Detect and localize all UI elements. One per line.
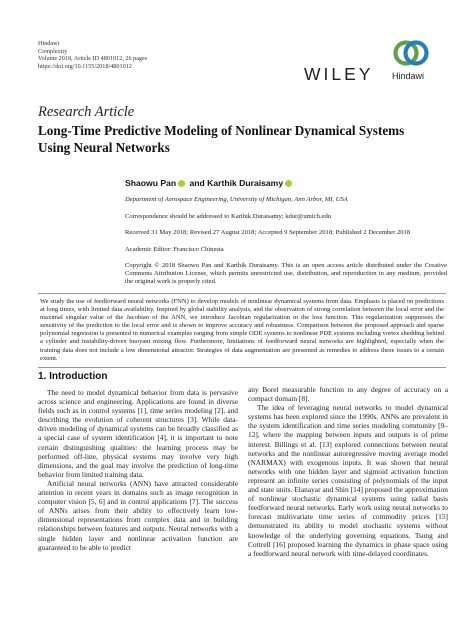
abstract: We study the use of feedforward neural networks (FNN) to develop models of nonlinear dynamical systems from data. Emphasis is placed on predictions at long times, with limited data availability. Inspired by global stability analysis, and the observation of strong correlation between the local error and the maximal singular value of the Jacobian of the ANN, we introduce Jacobian regularization in the loss function. This regularization suppresses the sensitivity of the prediction to the local error and is shown to improve accuracy and robustness. Comparison between the proposed approach and sparse polynomial regression is presented in numerical examples ranging from simple ODE systems to nonlinear PDE systems including vortex shedding behind a cylinder and instability-driven buoyant mixing flow. Furthermore, limitations of feedforward neural networks are highlighted, especially when the training data does not include a low dimensional attractor. Strategies of data augmentation are presented as remedies to address these issues to a certain extent.	[38, 293, 446, 368]
paragraph: The idea of leveraging neural networks to model dynamical systems has been explored since the 1990s. ANNs are prevalent in the system identification and time series modeling community [9–12], where the mapping between inputs and outputs is of prime interest. Billings et al. [13] explored connections between neural networks and the nonlinear autoregressive moving average model (NARMAX) with exogenous inputs. It was shown that neural networks with one hidden layer and sigmoid activation function represent an infinite series consisting of polynomials of the input and state units. Elanayar and Shin [14] proposed the approximation of nonlinear stochastic dynamical systems using radial basis feedforward neural networks. Early work using neural networks to forecast multivariate time series of commodity prices [15] demonstrated its ability to model stochastic systems without knowledge of the underlying governing equations. Tsung and Cottrell [16] proposed learning the dynamics in phase space using a feedforward neural network with time-delayed coordinates.	[248, 403, 448, 558]
orcid-icon[interactable]	[285, 180, 292, 187]
orcid-icon[interactable]	[178, 180, 185, 187]
author-separator: and	[189, 178, 205, 188]
correspondence: Correspondence should be addressed to Karthik Duraisamy; kdur@umich.edu	[125, 213, 332, 220]
section-heading: 1. Introduction	[38, 371, 108, 382]
hindawi-rings-icon	[391, 36, 431, 76]
journal-line: Volume 2018, Article ID 4801012, 26 pages	[38, 55, 148, 63]
paragraph: The need to model dynamical behavior from data is pervasive across science and engineering. Applications are found in diverse fields such as in control systems [1], time series modeling [2], and describing the evolution of coherent structures [3]. While data-driven modeling of dynamical systems can be broadly classified as a special case of system identification [4], it is important to note certain distinguishing qualities: the learning process may be performed off-line, physical systems may involve very high dimensions, and the goal may involve the prediction of long-time behavior from limited training data.	[38, 388, 238, 479]
journal-line: Hindawi	[38, 40, 60, 47]
academic-editor: Academic Editor: Francisco Chinesta	[125, 246, 224, 253]
publication-dates: Received 31 May 2018; Revised 27 August 2018; Accepted 9 September 2018; Published 2 December 2018	[125, 229, 411, 236]
author-name: Shaowu Pan	[125, 178, 177, 188]
article-title: Long-Time Predictive Modeling of Nonlinear Dynamical Systems Using Neural Networks	[38, 123, 405, 155]
paragraph: Artificial neural networks (ANN) have attracted considerable attention in recent years in domains such as image recognition in computer vision [5, 6] and in control applications [7]. The success of ANNs arises from their ability to effectively learn low-dimensional representations from complex data and in building relationships between features and outputs. Neural networks with a single hidden layer and nonlinear activation function are guaranteed to be able to predict	[38, 478, 238, 552]
author-line	[125, 178, 294, 188]
journal-line: Complexity	[38, 47, 68, 55]
brand-name: Hindawi	[392, 71, 425, 81]
journal-meta	[38, 40, 147, 70]
article-type: Research Article	[38, 104, 135, 120]
affiliation: Department of Aerospace Engineering, University of Michigan, Ann Arbor, MI, USA	[125, 196, 348, 203]
left-column	[38, 388, 238, 552]
right-column	[248, 385, 448, 558]
author-name: Karthik Duraisamy	[207, 178, 284, 188]
publisher-logo: WILEY	[304, 64, 374, 84]
doi-link[interactable]: https://doi.org/10.1155/2018/4801012	[38, 62, 132, 70]
paragraph: any Borel measurable function to any degree of accuracy on a compact domain [8].	[248, 385, 448, 404]
copyright-notice: Copyright © 2018 Shaowu Pan and Karthik Duraisamy. This is an open access article distributed under the Creative Commons Attribution License, which permits unrestricted use, distribution, and reproduction in any medium, provided the original work is properly cited.	[125, 262, 447, 286]
